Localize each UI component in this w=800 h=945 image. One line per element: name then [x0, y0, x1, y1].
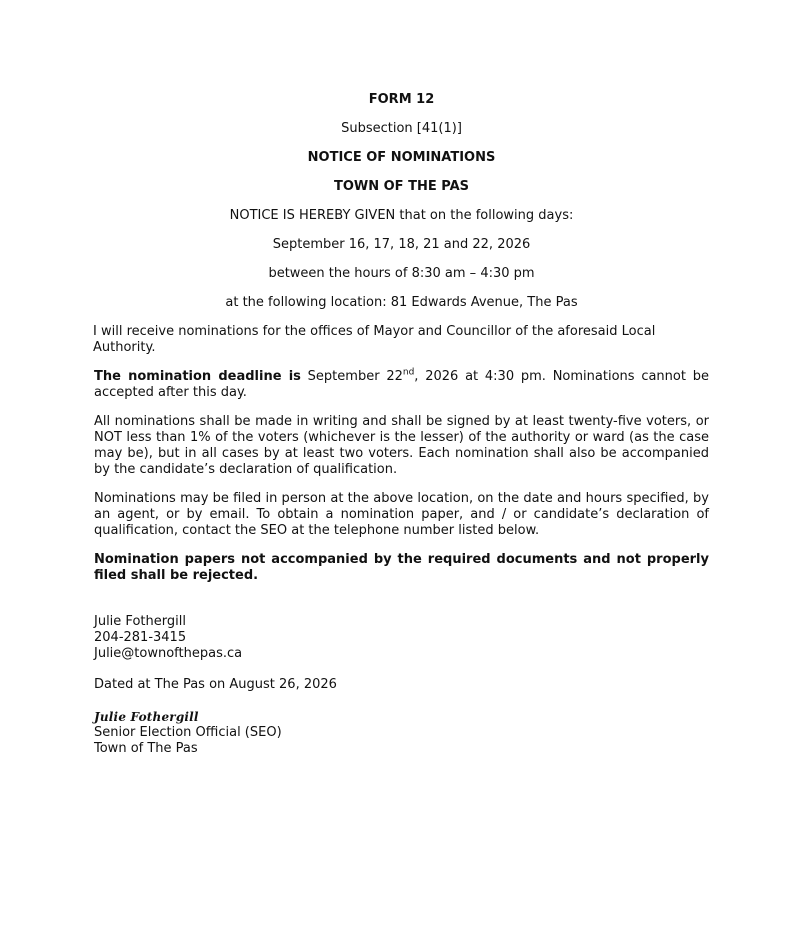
subsection-reference: Subsection [41(1)] [341, 121, 462, 136]
signer-organization: Town of The Pas [94, 741, 198, 756]
nomination-location-line: at the following location: 81 Edwards Avenue, The Pas [225, 295, 578, 310]
filing-instructions-paragraph: Nominations may be filed in person at the above location, on the date and hours specified, by an agent, or by email. To obtain a nomination paper, and / or candidate’s declaration of qualification, contact the SEO at the telephone number listed below. [94, 491, 709, 538]
dated-line: Dated at The Pas on August 26, 2026 [94, 677, 337, 692]
notice-title: NOTICE OF NOMINATIONS [307, 150, 496, 165]
nomination-days-line: September 16, 17, 18, 21 and 22, 2026 [272, 237, 531, 252]
handwritten-signature: Julie Fothergill [94, 710, 199, 724]
signature-block [94, 709, 709, 757]
nomination-requirements-paragraph: All nominations shall be made in writing and shall be signed by at least twenty-five voters, or NOT less than 1% of the voters (whichever is the lesser) of the authority or ward (as the case may be), but in all cases by at least two voters. Each nomination shall also be accompanied by the candidate’s declaration of qualification. [94, 414, 709, 477]
town-title: TOWN OF THE PAS [333, 179, 470, 194]
rejection-warning-paragraph: Nomination papers not accompanied by the required documents and not properly filed shall be rejected. [94, 552, 709, 583]
signer-title: Senior Election Official (SEO) [94, 725, 282, 740]
contact-name: Julie Fothergill [94, 614, 186, 629]
deadline-date-rest: , 2026 at 4:30 pm. Nominations cannot be accepted after this day. [94, 369, 709, 400]
deadline-paragraph [94, 369, 709, 401]
deadline-date-start: September 22 [300, 369, 403, 384]
contact-phone: 204-281-3415 [94, 630, 187, 645]
nomination-hours-line: between the hours of 8:30 am – 4:30 pm [268, 266, 535, 281]
contact-email: Julie@townofthepas.ca [94, 646, 243, 661]
notice-given-line: NOTICE IS HEREBY GIVEN that on the following days: [229, 208, 574, 223]
receive-nominations-paragraph: I will receive nominations for the offices of Mayor and Councillor of the aforesaid Local Authority. [93, 324, 656, 355]
spacer [94, 597, 709, 614]
form-title: FORM 12 [368, 92, 435, 107]
deadline-date-superscript: nd [402, 367, 415, 378]
deadline-label: The nomination deadline is [94, 369, 301, 384]
contact-block [94, 614, 709, 662]
